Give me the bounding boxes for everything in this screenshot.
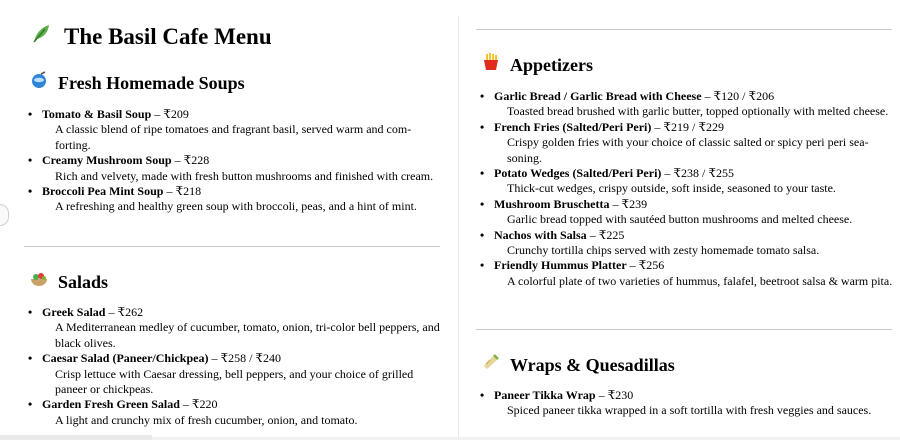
item-price: – ₹219 / ₹229	[651, 119, 724, 134]
item-description: Thick-cut wedges, crispy outside, soft inside, seasoned to your taste.	[507, 181, 836, 196]
list-item	[474, 166, 894, 197]
item-name: Friendly Hummus Platter	[494, 258, 627, 273]
item-price: – ₹228	[171, 153, 210, 168]
item-name: Nachos with Salsa	[494, 227, 587, 242]
item-name: Broccoli Pea Mint Soup	[42, 184, 164, 199]
fries-icon	[480, 53, 502, 76]
scroll-handle[interactable]	[0, 204, 9, 226]
list-item	[22, 153, 442, 184]
item-name: Paneer Tikka Wrap	[494, 388, 596, 402]
item-price: – ₹262	[105, 305, 144, 319]
list-item	[22, 397, 442, 428]
list-item	[474, 258, 894, 289]
item-name: Tomato & Basil Soup	[42, 107, 152, 121]
item-name: Creamy Mushroom Soup	[42, 153, 172, 168]
section-heading-soups	[28, 71, 245, 94]
menu-title	[30, 22, 272, 50]
item-name: French Fries (Salted/Peri Peri)	[494, 119, 652, 134]
item-name: Garlic Bread / Garlic Bread with Cheese	[494, 89, 702, 103]
item-price: – ₹225	[586, 227, 625, 242]
section-heading-salads	[28, 270, 108, 293]
item-description: Crisp lettuce with Caesar dressing, bell peppers, and your choice of grilled paneer or chickpeas.	[55, 366, 414, 397]
soup-bowl-icon	[28, 71, 50, 94]
wrap-icon	[480, 353, 502, 376]
list-item	[474, 120, 894, 166]
list-item	[474, 197, 894, 228]
item-price: – ₹258 / ₹240	[208, 351, 282, 366]
salad-bowl-icon	[28, 270, 50, 293]
item-price: – ₹120 / ₹206	[701, 89, 775, 103]
list-item	[474, 89, 894, 120]
item-description: Rich and velvety, made with fresh button mushrooms and finished with cream.	[55, 168, 434, 183]
item-description: A light and crunchy mix of fresh cucumber, onion, and tomato.	[55, 412, 358, 427]
list-item	[22, 351, 442, 397]
item-price: – ₹230	[595, 388, 634, 402]
item-description: Spiced paneer tikka wrapped in a soft tortilla with fresh veggies and sauces.	[507, 403, 872, 418]
section-title: Wraps & Quesadillas	[510, 355, 675, 375]
item-description: Crispy golden fries with your choice of classic salted or spicy peri peri sea-soning.	[507, 135, 869, 165]
item-name: Mushroom Bruschetta	[494, 196, 610, 211]
section-title: Appetizers	[510, 55, 593, 75]
section-title: Fresh Homemade Soups	[58, 73, 245, 93]
list-item	[22, 305, 442, 351]
section-divider	[476, 329, 892, 330]
section-title: Salads	[58, 272, 109, 292]
item-price: – ₹220	[179, 397, 218, 412]
list-item	[474, 388, 894, 419]
section-heading-wraps	[480, 353, 675, 376]
section-divider	[476, 29, 892, 30]
item-price: – ₹238 / ₹255	[661, 166, 735, 181]
item-description: A refreshing and healthy green soup with broccoli, peas, and a hint of mint.	[55, 199, 417, 214]
column-divider	[458, 16, 459, 440]
horizontal-scrollbar-thumb[interactable]	[0, 435, 152, 440]
item-name: Caesar Salad (Paneer/Chickpea)	[42, 351, 209, 366]
item-name: Potato Wedges (Salted/Peri Peri)	[494, 166, 662, 181]
section-divider	[24, 246, 440, 247]
menu-title-text: The Basil Cafe Menu	[64, 24, 272, 49]
item-description: A Mediterranean medley of cucumber, tomato, onion, tri-color bell peppers, and black olives.	[55, 320, 440, 350]
item-name: Garden Fresh Green Salad	[42, 397, 180, 412]
salads-list	[22, 305, 442, 428]
item-name: Greek Salad	[42, 305, 106, 319]
list-item	[22, 184, 442, 215]
soups-list	[22, 107, 442, 215]
item-description: A classic blend of ripe tomatoes and fragrant basil, served warm and com-forting.	[55, 122, 412, 152]
item-price: – ₹218	[163, 184, 202, 199]
item-description: Toasted bread brushed with garlic butter, topped optionally with melted cheese.	[507, 104, 889, 119]
item-price: – ₹239	[609, 196, 648, 211]
section-heading-appetizers	[480, 53, 593, 76]
item-description: Garlic bread topped with sautéed button mushrooms and melted cheese.	[507, 212, 853, 227]
wraps-list	[474, 388, 894, 419]
list-item	[22, 107, 442, 153]
item-price: – ₹209	[151, 107, 189, 121]
item-description: Crunchy tortilla chips served with zesty homemade tomato salsa.	[507, 243, 820, 258]
herb-leaf-icon	[30, 22, 54, 50]
item-description: A colorful plate of two varieties of hummus, falafel, beetroot salsa & warm pita.	[507, 273, 893, 288]
appetizers-list	[474, 89, 894, 289]
list-item	[474, 228, 894, 259]
item-price: – ₹256	[626, 258, 665, 273]
